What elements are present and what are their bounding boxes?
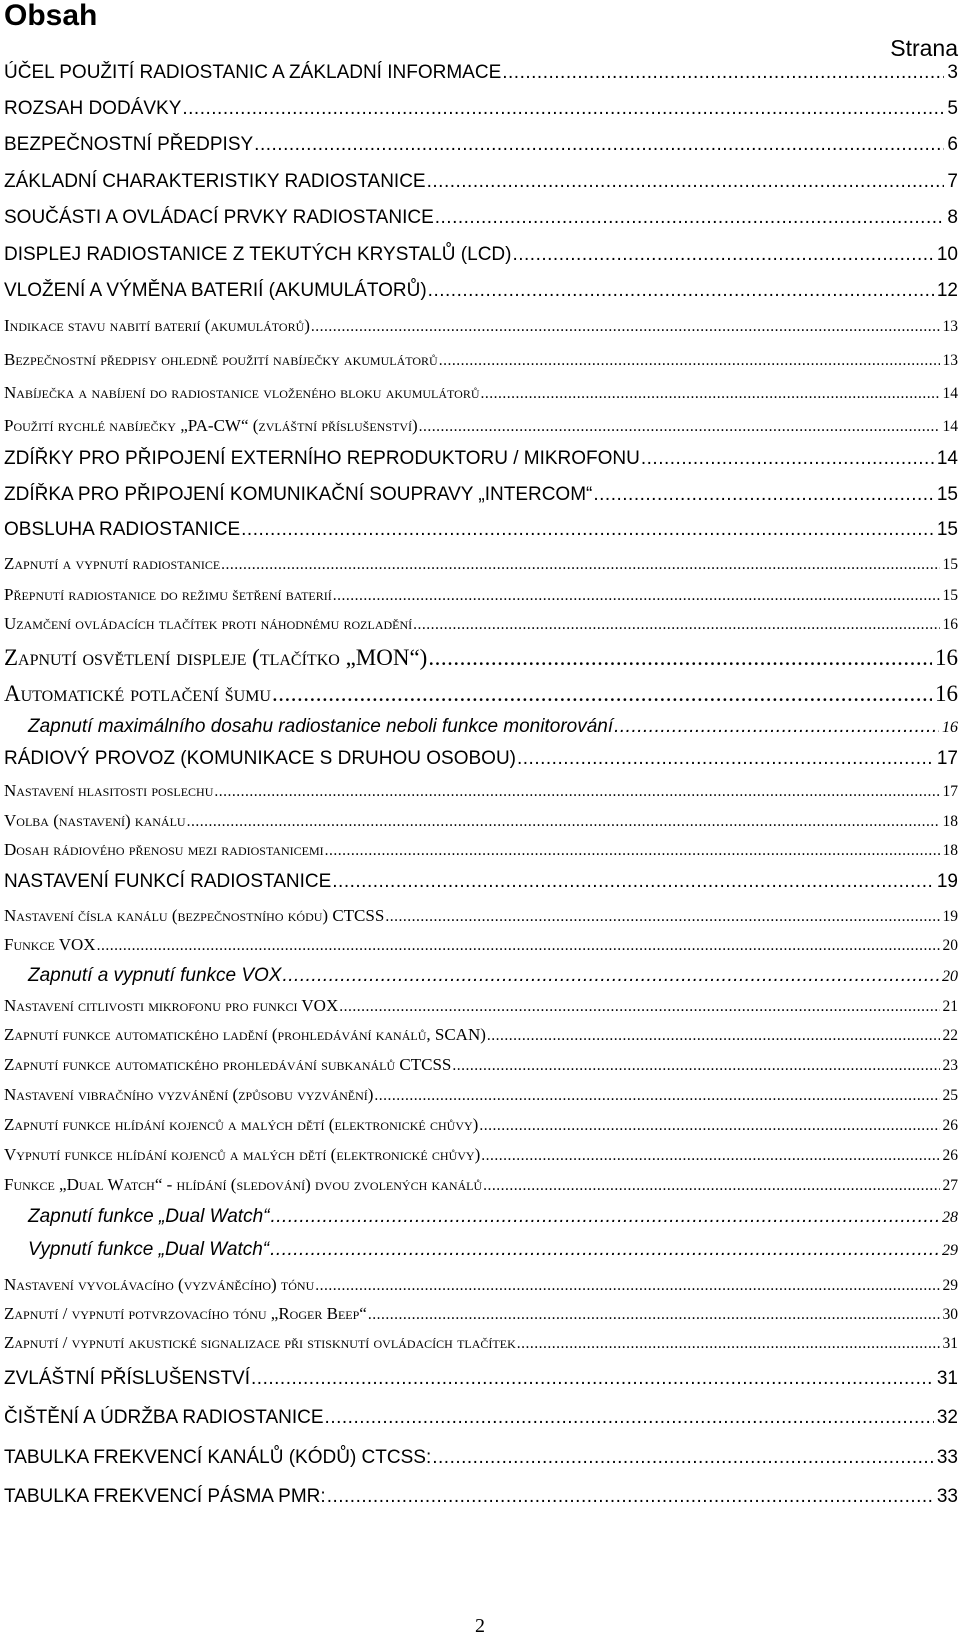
toc-entry-label: Zapnutí funkce automatického ladění (prohledávání kanálů, SCAN) (4, 1025, 486, 1044)
toc-entry[interactable] (4, 645, 958, 671)
toc-dot-leader (325, 842, 940, 860)
toc-entry-label: Zapnutí funkce „Dual Watch“ (28, 1206, 270, 1227)
toc-entry[interactable] (4, 996, 958, 1016)
toc-dot-leader (332, 871, 934, 893)
toc-entry-page: 8 (947, 207, 958, 228)
toc-entry[interactable] (4, 1175, 958, 1195)
toc-entry-label: NASTAVENÍ FUNKCÍ RADIOSTANICE (4, 871, 332, 892)
toc-entry-label: Volba (nastavení) kanálu (4, 811, 186, 830)
toc-entry-page: 15 (942, 587, 958, 604)
toc-dot-leader (593, 484, 933, 506)
toc-entry-label: RÁDIOVÝ PROVOZ (KOMUNIKACE S DRUHOU OSOBOU) (4, 748, 516, 769)
toc-entry[interactable] (4, 1206, 958, 1228)
toc-dot-leader (427, 171, 945, 193)
toc-dot-leader (254, 134, 944, 156)
toc-entry[interactable] (4, 935, 958, 955)
toc-entry[interactable] (4, 484, 958, 506)
toc-entry-page: 13 (942, 318, 958, 335)
toc-entry-page: 14 (942, 385, 958, 402)
toc-entry-page: 26 (942, 1117, 958, 1134)
toc-dot-leader (517, 1335, 940, 1353)
toc-dot-leader (641, 448, 934, 470)
toc-dot-leader (487, 1027, 940, 1045)
toc-dot-leader (517, 748, 934, 770)
toc-entry-label: VLOŽENÍ A VÝMĚNA BATERIÍ (AKUMULÁTORŮ) (4, 280, 427, 301)
toc-entry[interactable] (4, 748, 958, 770)
toc-entry-page: 15 (942, 556, 958, 573)
toc-entry-label: Nastavení hlasitosti poslechu (4, 781, 214, 800)
toc-entry-page: 30 (942, 1306, 958, 1323)
toc-entry[interactable] (4, 1304, 958, 1324)
toc-entry[interactable] (4, 1145, 958, 1165)
toc-entry[interactable] (4, 448, 958, 470)
toc-entry[interactable] (4, 207, 958, 229)
toc-dot-leader (333, 587, 940, 605)
toc-entry-page: 6 (947, 134, 958, 155)
toc-entry-page: 14 (942, 418, 958, 435)
toc-entry-label: Nastavení citlivosti mikrofonu pro funkci VOX (4, 996, 339, 1015)
page-title: Obsah (4, 0, 98, 32)
toc-entry-label: Zapnutí a vypnutí funkce VOX (28, 965, 282, 986)
toc-entry[interactable] (4, 98, 958, 120)
toc-entry-label: Nastavení vyvolávacího (vyzváněcího) tónu (4, 1275, 315, 1294)
toc-dot-leader (479, 1117, 939, 1135)
toc-entry-label: ZVLÁŠTNÍ PŘÍSLUŠENSTVÍ (4, 1368, 251, 1389)
toc-entry[interactable] (4, 134, 958, 156)
toc-dot-leader (270, 1239, 939, 1261)
toc-entry-label: Vypnutí funkce „Dual Watch“ (28, 1239, 270, 1260)
toc-entry-page: 31 (936, 1368, 958, 1389)
toc-entry-page: 15 (936, 484, 958, 505)
toc-dot-leader (481, 1147, 939, 1165)
toc-entry[interactable] (4, 614, 958, 634)
toc-entry-page: 19 (942, 908, 958, 925)
toc-dot-leader (432, 1447, 934, 1469)
toc-entry-page: 32 (936, 1407, 958, 1428)
toc-entry-label: ÚČEL POUŽITÍ RADIOSTANIC A ZÁKLADNÍ INFORMACE (4, 62, 502, 83)
toc-dot-leader (374, 1087, 939, 1105)
toc-entry-page: 17 (936, 748, 958, 769)
toc-entry-label: Zapnutí osvětlení displeje (tlačítko „MON“) (4, 645, 428, 670)
toc-entry-page: 20 (942, 968, 958, 985)
toc-dot-leader (325, 1407, 934, 1429)
toc-entry[interactable] (4, 1447, 958, 1469)
toc-entry-page: 19 (936, 871, 958, 892)
toc-entry-page: 20 (942, 937, 958, 954)
page-column-header: Strana (890, 35, 958, 61)
toc-entry[interactable] (4, 1407, 958, 1429)
toc-dot-leader (221, 556, 939, 574)
toc-entry[interactable] (4, 840, 958, 860)
toc-dot-leader (428, 645, 932, 671)
toc-dot-leader (272, 681, 932, 707)
toc-entry-label: DISPLEJ RADIOSTANICE Z TEKUTÝCH KRYSTALŮ (LCD) (4, 244, 512, 265)
toc-entry-page: 23 (942, 1057, 958, 1074)
toc-entry-page: 18 (942, 842, 958, 859)
toc-entry[interactable] (4, 519, 958, 541)
toc-entry-page: 25 (942, 1087, 958, 1104)
toc-dot-leader (502, 62, 944, 84)
toc-entry[interactable] (4, 280, 958, 302)
toc-dot-leader (97, 937, 940, 955)
toc-dot-leader (368, 1306, 940, 1324)
toc-entry[interactable] (4, 585, 958, 605)
toc-entry-page: 16 (935, 645, 958, 670)
toc-dot-leader (214, 783, 939, 801)
toc-entry-page: 14 (936, 448, 958, 469)
toc-dot-leader (483, 1177, 939, 1195)
toc-entry-label: Zapnutí funkce automatického prohledávání subkanálů CTCSS (4, 1055, 452, 1074)
toc-entry[interactable] (4, 1115, 958, 1135)
toc-entry[interactable] (4, 244, 958, 266)
toc-entry-page: 18 (942, 813, 958, 830)
toc-entry[interactable] (4, 965, 958, 987)
toc-entry-label: Uzamčení ovládacích tlačítek proti náhodnému rozladění (4, 614, 413, 633)
toc-entry-label: TABULKA FREKVENCÍ KANÁLŮ (KÓDŮ) CTCSS: (4, 1447, 432, 1468)
toc-entry-page: 29 (942, 1242, 958, 1259)
toc-dot-leader (512, 244, 933, 266)
toc-entry[interactable] (4, 1025, 958, 1045)
toc-dot-leader (270, 1206, 939, 1228)
toc-entry[interactable] (4, 554, 958, 574)
toc-entry-page: 22 (942, 1027, 958, 1044)
toc-entry[interactable] (4, 171, 958, 193)
toc-entry-page: 10 (936, 244, 958, 265)
toc-dot-leader (419, 418, 940, 436)
toc-entry-page: 33 (936, 1447, 958, 1468)
toc-entry[interactable] (4, 1486, 958, 1508)
toc-entry-page: 13 (942, 352, 958, 369)
toc-dot-leader (435, 207, 945, 229)
toc-entry-page: 12 (936, 280, 958, 301)
toc-entry-label: Vypnutí funkce hlídání kojenců a malých dětí (elektronické chůvy) (4, 1145, 481, 1164)
toc-entry-label: Nastavení vibračního vyzvánění (způsobu vyzvánění) (4, 1085, 374, 1104)
toc-entry-label: ZDÍŘKA PRO PŘIPOJENÍ KOMUNIKAČNÍ SOUPRAVY „INTERCOM“ (4, 484, 593, 505)
toc-entry-label: ČIŠTĚNÍ A ÚDRŽBA RADIOSTANICE (4, 1407, 324, 1428)
toc-entry-label: Nastavení čísla kanálu (bezpečnostního kódu) CTCSS (4, 906, 385, 925)
toc-entry-label: Nabíječka a nabíjení do radiostanice vloženého bloku akumulátorů (4, 383, 480, 402)
toc-dot-leader (187, 813, 940, 831)
toc-entry-page: 16 (935, 681, 958, 706)
toc-entry-label: Bezpečnostní předpisy ohledně použití nabíječky akumulátorů (4, 350, 438, 369)
toc-entry-page: 17 (942, 783, 958, 800)
toc-dot-leader (282, 965, 939, 987)
toc-entry-label: ZDÍŘKY PRO PŘIPOJENÍ EXTERNÍHO REPRODUKTORU / MIKROFONU (4, 448, 640, 469)
toc-dot-leader (311, 318, 940, 336)
toc-entry-label: Zapnutí a vypnutí radiostanice (4, 554, 221, 573)
toc-entry[interactable] (4, 871, 958, 893)
toc-entry-page: 15 (936, 519, 958, 540)
toc-dot-leader (339, 998, 939, 1016)
toc-entry-page: 16 (942, 616, 958, 633)
toc-entry[interactable] (4, 1275, 958, 1295)
toc-entry-label: OBSLUHA RADIOSTANICE (4, 519, 241, 540)
toc-entry-label: SOUČÁSTI A OVLÁDACÍ PRVKY RADIOSTANICE (4, 207, 434, 228)
toc-entry-label: TABULKA FREKVENCÍ PÁSMA PMR: (4, 1486, 326, 1507)
toc-entry-page: 5 (947, 98, 958, 119)
toc-entry-label: Použití rychlé nabíječky „PA-CW“ (zvláštní příslušenství) (4, 416, 418, 435)
toc-entry[interactable] (4, 906, 958, 926)
toc-dot-leader (413, 616, 939, 634)
toc-dot-leader (251, 1368, 934, 1390)
toc-entry-label: Automatické potlačení šumu (4, 681, 271, 706)
toc-entry-page: 7 (947, 171, 958, 192)
toc-dot-leader (452, 1057, 939, 1075)
toc-entry[interactable] (4, 383, 958, 403)
page-number: 2 (475, 1615, 485, 1637)
toc-dot-leader (614, 716, 939, 738)
toc-dot-leader (315, 1277, 939, 1295)
toc-entry-label: Funkce VOX (4, 935, 96, 954)
toc-entry[interactable] (4, 681, 958, 707)
toc-entry-label: Indikace stavu nabití baterií (akumulátorů) (4, 316, 310, 335)
toc-entry[interactable] (4, 1055, 958, 1075)
toc-entry-page: 31 (942, 1335, 958, 1352)
toc-entry[interactable] (4, 781, 958, 801)
toc-dot-leader (439, 352, 940, 370)
toc-entry[interactable] (4, 1239, 958, 1261)
toc-entry-page: 27 (942, 1177, 958, 1194)
toc-entry[interactable] (4, 1333, 958, 1353)
toc-entry[interactable] (4, 811, 958, 831)
toc-entry-page: 21 (942, 998, 958, 1015)
toc-entry-label: Zapnutí / vypnutí akustické signalizace při stisknutí ovládacích tlačítek (4, 1333, 516, 1352)
toc-entry-label: Zapnutí maximálního dosahu radiostanice neboli funkce monitorování (28, 716, 614, 737)
toc-entry-page: 28 (942, 1209, 958, 1226)
toc-entry[interactable] (4, 716, 958, 738)
toc-dot-leader (428, 280, 934, 302)
toc-entry-label: Zapnutí / vypnutí potvrzovacího tónu „Roger Beep“ (4, 1304, 367, 1323)
toc-dot-leader (385, 908, 939, 926)
toc-entry-label: Přepnutí radiostanice do režimu šetření baterií (4, 585, 332, 604)
toc-entry-label: Funkce „Dual Watch“ - hlídání (sledování) dvou zvolených kanálů (4, 1175, 483, 1194)
toc-entry[interactable] (4, 350, 958, 370)
toc-entry-label: BEZPEČNOSTNÍ PŘEDPISY (4, 134, 254, 155)
toc-entry-label: ROZSAH DODÁVKY (4, 98, 182, 119)
toc-entry-page: 33 (936, 1486, 958, 1507)
toc-entry-page: 26 (942, 1147, 958, 1164)
toc-entry[interactable] (4, 316, 958, 336)
toc-entry-page: 16 (942, 719, 958, 736)
toc-dot-leader (182, 98, 944, 120)
toc-dot-leader (327, 1486, 934, 1508)
toc-entry-page: 3 (947, 62, 958, 83)
toc-entry-label: ZÁKLADNÍ CHARAKTERISTIKY RADIOSTANICE (4, 171, 426, 192)
toc-entry[interactable] (4, 62, 958, 84)
toc-entry-label: Dosah rádiového přenosu mezi radiostanicemi (4, 840, 324, 859)
toc-dot-leader (241, 519, 934, 541)
toc-entry-page: 29 (942, 1277, 958, 1294)
toc-entry[interactable] (4, 416, 958, 436)
toc-entry-label: Zapnutí funkce hlídání kojenců a malých dětí (elektronické chůvy) (4, 1115, 479, 1134)
toc-dot-leader (481, 385, 940, 403)
toc-entry[interactable] (4, 1368, 958, 1390)
toc-entry[interactable] (4, 1085, 958, 1105)
